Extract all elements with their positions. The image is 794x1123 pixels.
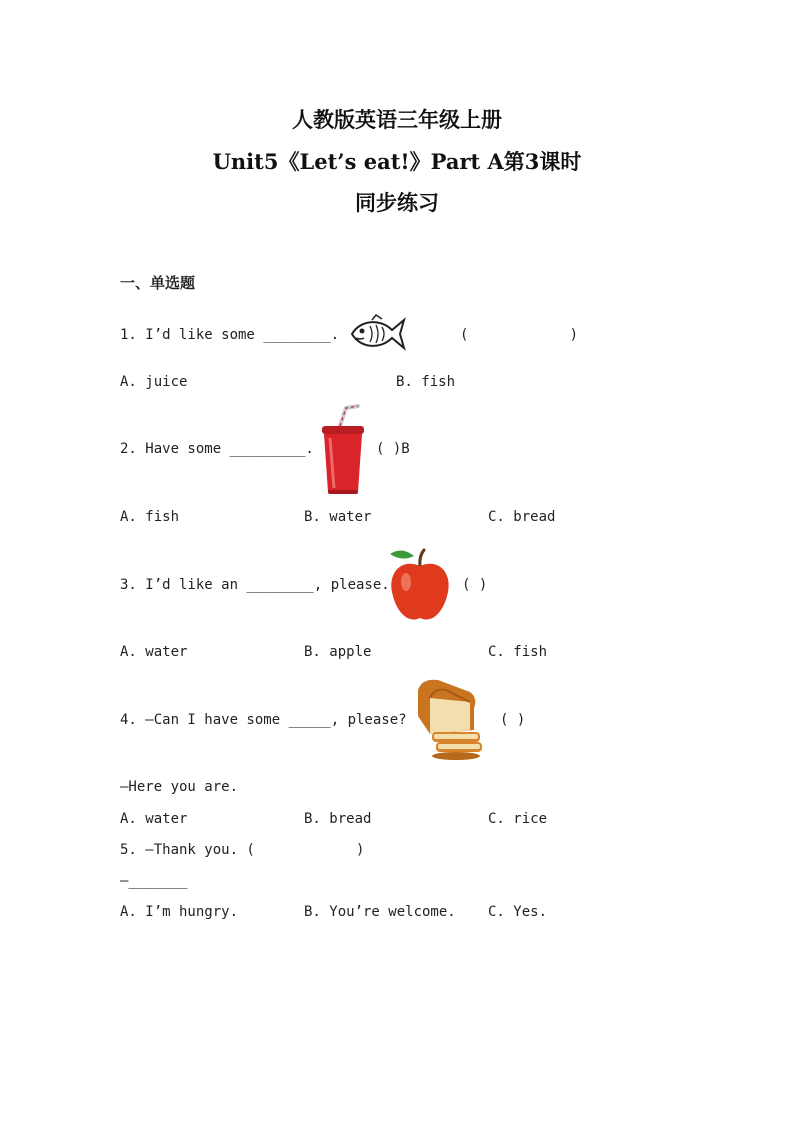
option-b: B. fish (396, 374, 456, 390)
option-a: A. water (120, 811, 188, 827)
option-a: A. juice (120, 374, 188, 390)
option-b: B. apple (304, 644, 372, 660)
question-3-stem: 3. I’d like an ________, please. (120, 577, 390, 593)
question-4-reply: —Here you are. (120, 779, 239, 795)
question-2-stem: 2. Have some _________. (120, 441, 314, 457)
option-c: C. Yes. (488, 904, 548, 920)
answer-paren: ( ) (462, 577, 488, 593)
option-a: A. fish (120, 509, 180, 525)
option-b: B. water (304, 509, 372, 525)
section-heading: 一、单选题 (120, 274, 196, 292)
option-a: A. I’m hungry. (120, 904, 239, 920)
option-c: C. fish (488, 644, 548, 660)
answer-paren: ( )B (376, 441, 410, 457)
worksheet-subtitle-2: 同步练习 (355, 190, 439, 215)
option-b: B. bread (304, 811, 372, 827)
option-a: A. water (120, 644, 188, 660)
fish-icon (346, 314, 408, 354)
question-1-stem: 1. I’d like some ________. (120, 327, 340, 343)
option-c: C. bread (488, 509, 556, 525)
apple-icon (386, 546, 452, 626)
option-b: B. You’re welcome. (304, 904, 456, 920)
option-c: C. rice (488, 811, 548, 827)
answer-paren: ( ) (460, 327, 579, 343)
bread-icon (412, 676, 490, 762)
question-5-reply: —_______ (120, 873, 188, 889)
question-4-stem: 4. —Can I have some _____, please? (120, 712, 407, 728)
answer-paren: ( ) (500, 712, 526, 728)
question-5-stem: 5. —Thank you. ( ) (120, 842, 365, 858)
worksheet-title: 人教版英语三年级上册 (292, 107, 502, 132)
cup-icon (318, 404, 368, 496)
worksheet-subtitle: Unit5《Let’s eat!》Part A第3课时 (212, 149, 582, 174)
